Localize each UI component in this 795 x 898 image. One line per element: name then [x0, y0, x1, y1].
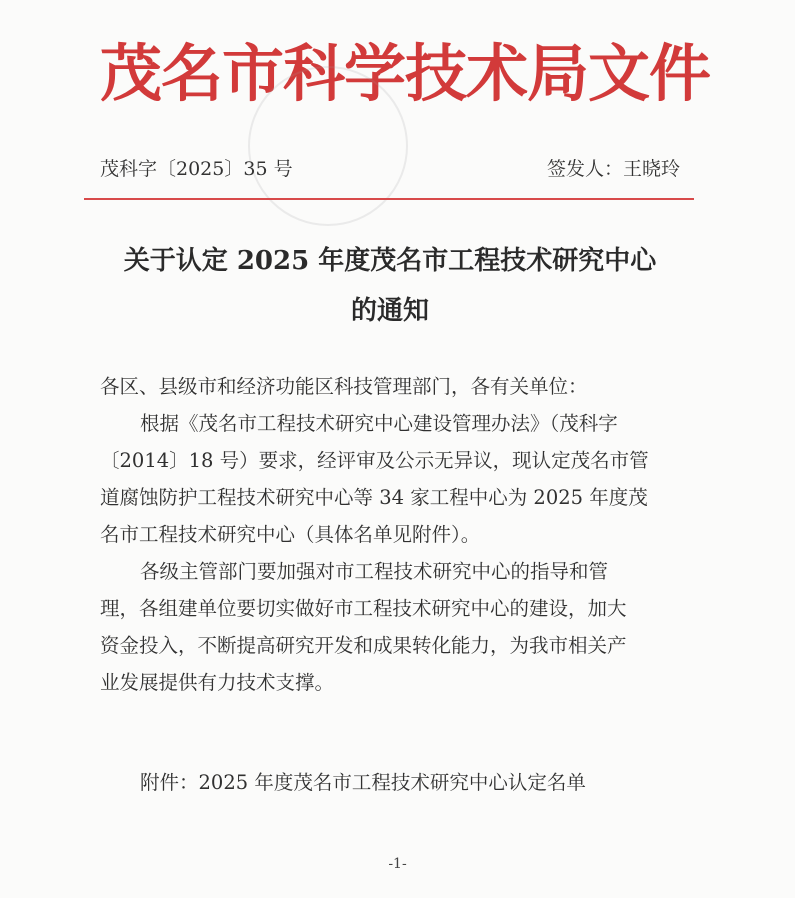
paragraph-2-line: 各级主管部门要加强对市工程技术研究中心的指导和管 [140, 560, 609, 583]
issuer-signature: 签发人：王晓玲 [546, 158, 680, 180]
notice-title [70, 236, 710, 336]
red-divider-line [84, 198, 694, 200]
document-number: 茂科字〔2025〕35 号 [100, 158, 293, 180]
salutation: 各区、县级市和经济功能区科技管理部门，各有关单位： [100, 375, 588, 398]
notice-title-line-1: 关于认定 2025 年度茂名市工程技术研究中心 [123, 246, 657, 276]
notice-title-line-2: 的通知 [350, 296, 429, 326]
notice-body [100, 368, 690, 701]
page-number: -1- [388, 856, 407, 872]
paragraph-1-line: 根据《茂名市工程技术研究中心建设管理办法》（茂科字 [140, 412, 618, 435]
paragraph-1-line: 道腐蚀防护工程技术研究中心等 34 家工程中心为 2025 年度茂 [100, 486, 648, 509]
paragraph-2-line: 资金投入，不断提高研究开发和成果转化能力，为我市相关产 [100, 634, 627, 657]
paragraph-2-line: 理，各组建单位要切实做好市工程技术研究中心的建设，加大 [100, 597, 627, 620]
paragraph-1-line: 〔2014〕18 号）要求，经评审及公示无异议，现认定茂名市管 [100, 449, 649, 472]
attachment-note: 附件：2025 年度茂名市工程技术研究中心认定名单 [140, 771, 586, 794]
document-meta-row [100, 152, 680, 186]
seal-stamp-icon [248, 66, 408, 226]
document-header-title: 茂名市科学技术局文件 [100, 37, 711, 110]
paragraph-2-line: 业发展提供有力技术支撑。 [100, 671, 335, 694]
paragraph-1-line: 名市工程技术研究中心（具体名单见附件）。 [100, 523, 481, 546]
